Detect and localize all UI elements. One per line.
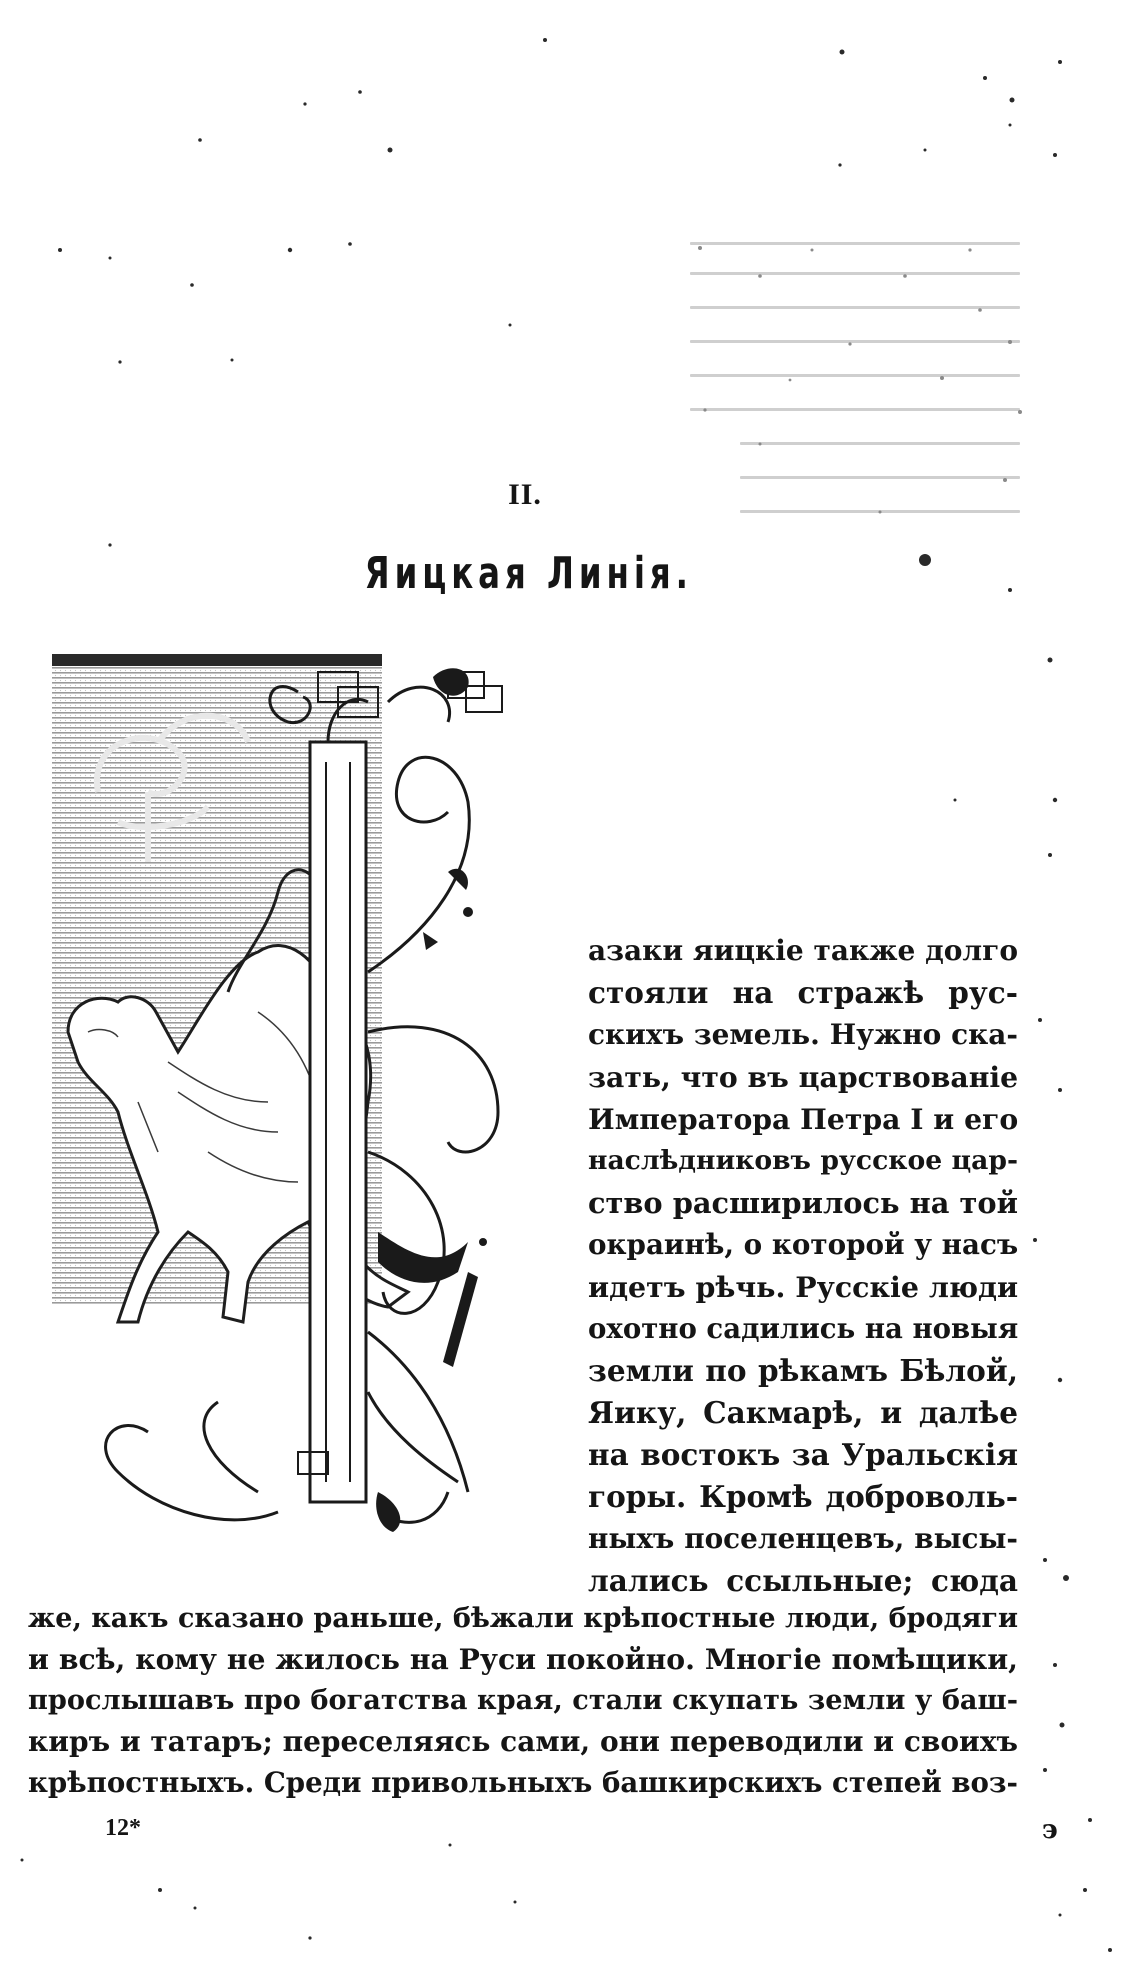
text-line: киръ и татаръ; переселяясь сами, они переводили и своихъ xyxy=(28,1725,1018,1758)
text-line: идетъ рѣчь. Русскіе люди xyxy=(588,1270,1019,1304)
text-line: горы. Кромѣ доброволь- xyxy=(588,1479,1018,1514)
text-line: наслѣдниковъ русское цар- xyxy=(588,1145,1018,1176)
text-line: земли по рѣкамъ Бѣлой, xyxy=(588,1353,1018,1388)
text-line: ство расширилось на той xyxy=(588,1186,1018,1220)
text-line: ныхъ поселенцевъ, высы- xyxy=(588,1522,1018,1555)
chapter-title: Яицкая Линія. xyxy=(364,548,693,599)
text-line: крѣпостныхъ. Среди привольныхъ башкирскихъ степей воз- xyxy=(28,1766,1018,1799)
text-line: скихъ земель. Нужно ска- xyxy=(588,1018,1018,1051)
text-line: азаки яицкіе также долго xyxy=(588,934,1018,967)
decorated-initial-illustration xyxy=(28,632,600,1552)
text-line: прослышавъ про богатства края, стали скупать земли у баш- xyxy=(28,1684,1018,1716)
text-line: окраинѣ, о которой у насъ xyxy=(588,1228,1019,1261)
text-line: стояли на стражѣ рус- xyxy=(588,975,1018,1010)
text-line: зать, что въ царствованіе xyxy=(588,1060,1019,1094)
margin-mark: ϶ xyxy=(1042,1815,1058,1845)
page-number: 12* xyxy=(105,1815,141,1841)
show-through-text xyxy=(0,230,1140,570)
text-line: охотно садились на новыя xyxy=(588,1312,1019,1345)
text-line: Императора Петра I и его xyxy=(588,1102,1019,1136)
text-line: лались ссыльные; сюда xyxy=(588,1563,1018,1598)
section-number: II. xyxy=(508,478,542,511)
column-paragraph xyxy=(588,930,1018,1602)
full-width-paragraph xyxy=(28,1598,1018,1803)
text-line: и всѣ, кому не жилось на Руси покойно. Многіе помѣщики, xyxy=(28,1642,1018,1676)
text-line: на востокъ за Уральскія xyxy=(588,1437,1018,1472)
text-line: Яику, Сакмарѣ, и далѣе xyxy=(588,1395,1018,1430)
text-line: же, какъ сказано раньше, бѣжали крѣпостные люди, бродяги xyxy=(28,1603,1018,1634)
